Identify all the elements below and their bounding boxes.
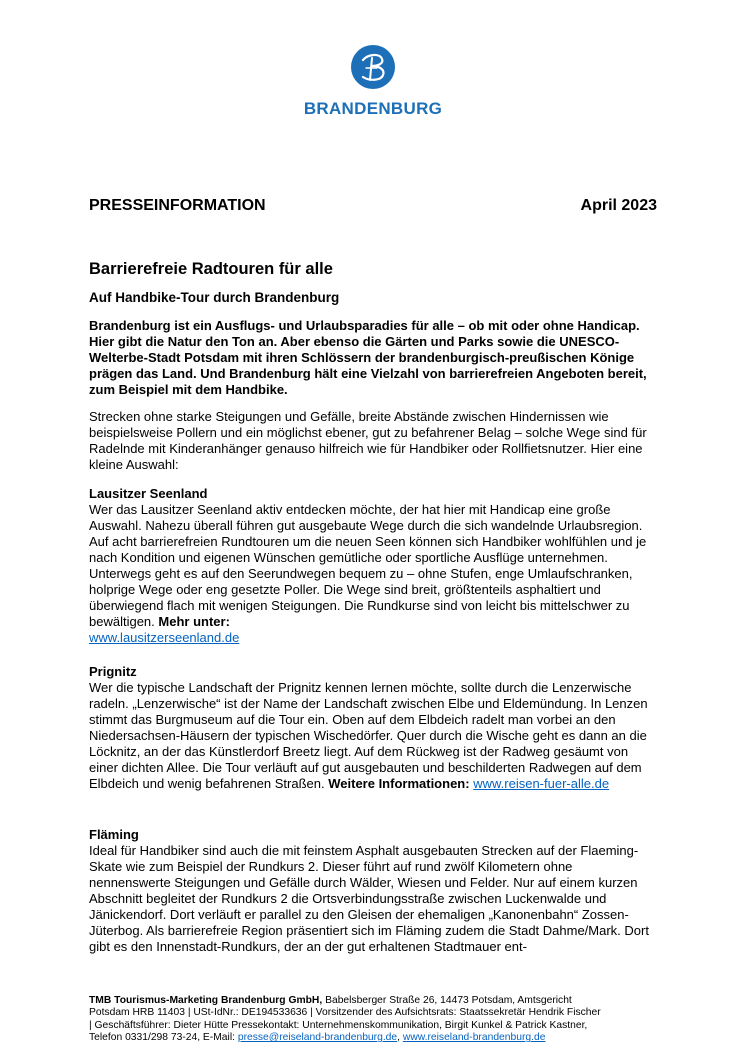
body-paragraph: Strecken ohne starke Steigungen und Gefälle, breite Abstände zwischen Hindernissen wie beispielsweise Pollern und ein möglichst ebener, gut zu befahrener Belag – solche Wege sind für Radelnde mit Kinderanhänger genauso hilfreich wie für Handbiker oder Rollfietsnutzer. Hier eine kleine Auswahl: <box>89 409 647 472</box>
press-header <box>89 197 657 215</box>
section-lausitzer-seenland <box>89 486 657 646</box>
brand-logo <box>293 44 453 119</box>
footer-company: TMB Tourismus-Marketing Brandenburg GmbH, <box>89 995 323 1006</box>
headline: Barrierefreie Radtouren für alle <box>89 260 333 278</box>
section-text: Wer das Lausitzer Seenland aktiv entdecken möchte, der hat hier mit Handicap eine große Auswahl. Nahezu überall führen gut ausgebaute Wege durch die sich wandelnde Urlaubsregion. Auf acht barrierefreien Rundtouren um die neuen Seen können sich Handbiker wohlfühlen und je nach Kondition und eigenen Wünschen gemütliche oder sportliche Ausflüge unternehmen. Unterwegs geht es auf den Seerundwegen bequem zu – ohne Stufen, enge Umlaufschranken, holprige Wege oder eng gesetzte Poller. Die Wege sind breit, größtenteils asphaltiert und überwiegend flach mit wenigen Steigungen. Die Rundkurse sind von leicht bis mittelschwer zu bewältigen. <box>89 502 647 629</box>
section-prignitz <box>89 664 657 792</box>
subheadline: Auf Handbike-Tour durch Brandenburg <box>89 290 340 305</box>
section-flaeming <box>89 827 657 955</box>
footer-line: | Geschäftsführer: Dieter Hütte Pressekontakt: Unternehmenskommunikation, Birgit Kunkel & Patrick Kastner, <box>89 1019 588 1031</box>
brand-wordmark: BRANDENBURG <box>303 99 443 118</box>
footer-website-link[interactable]: www.reiseland-brandenburg.de <box>402 1032 546 1044</box>
footer-line: Telefon 0331/298 73-24, E-Mail: <box>89 1032 235 1044</box>
section-title: Prignitz <box>89 664 137 679</box>
footer-line: Potsdam HRB 11403 | USt-IdNr.: DE194533636 | Vorsitzender des Aufsichtsrats: Staatssekretär Hendrik Fischer <box>89 1007 601 1019</box>
footer-line: Babelsberger Straße 26, 14473 Potsdam, Amtsgericht <box>325 995 572 1006</box>
section-title: Fläming <box>89 827 139 842</box>
footer-email-link[interactable]: presse@reiseland-brandenburg.de <box>237 1032 398 1044</box>
lausitzerseenland-link[interactable]: www.lausitzerseenland.de <box>89 630 240 645</box>
press-label: PRESSEINFORMATION <box>89 197 266 214</box>
press-date: April 2023 <box>580 197 657 214</box>
footer-separator: , <box>397 1032 401 1044</box>
section-title: Lausitzer Seenland <box>89 486 208 501</box>
intro-paragraph: Brandenburg ist ein Ausflugs- und Urlaubsparadies für alle – ob mit oder ohne Handicap. Hier gibt die Natur den Ton an. Aber ebenso die Gärten und Parks sowie die UNESCO-Welterbe-Stadt Potsdam mit ihren Schlössern der brandenburgisch-preußischen Könige prägen das Land. Und Brandenburg hält eine Vielzahl von barrierefreien Angeboten bereit, zum Beispiel mit dem Handbike. <box>89 318 647 397</box>
reisen-fuer-alle-link[interactable]: www.reisen-fuer-alle.de <box>473 776 610 791</box>
more-label: Mehr unter: <box>158 614 230 629</box>
more-label: Weitere Informationen: <box>328 776 470 791</box>
page-footer <box>89 995 664 1045</box>
section-text: Wer die typische Landschaft der Prignitz kennen lernen möchte, sollte durch die Lenzerwische radeln. „Lenzerwische“ ist der Name der Landschaft zwischen Elbe und Eldemündung. In Lenzen stimmt das Burgmuseum auf die Tour ein. Oben auf dem Elbdeich radelt man vorbei an den Niedersachsen-Häusern der typischen Wischedörfer. Quer durch die Wische geht es dann an die Löcknitz, an der das Künstlerdorf Breetz liegt. Auf dem Rückweg ist der Radweg gesäumt von einer dichten Allee. Die Tour verläuft auf gut ausgebauten und beschilderten Radwegen auf dem Elbdeich und wenig befahrenen Straßen. <box>89 680 648 791</box>
brandenburg-logo-icon <box>350 44 396 90</box>
section-text: Ideal für Handbiker sind auch die mit feinstem Asphalt ausgebauten Strecken auf der Flaeming-Skate wie zum Beispiel der Rundkurs 2. Dieser führt auf rund zwölf Kilometern ohne nennenswerte Steigungen und Gefälle durch Wälder, Wiesen und Felder. Nur auf einem kurzen Abschnitt begleitet der Rundkurs 2 die Ortsverbindungsstraße zwischen Luckenwalde und Jänickendorf. Dort verläuft er parallel zu den Gleisen der ehemaligen „Kanonenbahn“ Zossen-Jüterbog. Als barrierefreie Region präsentiert sich im Fläming zudem die Stadt Dahme/Mark. Dort gibt es den Innenstadt-Rundkurs, der an der gut erhaltenen Stadtmauer ent- <box>89 843 649 954</box>
